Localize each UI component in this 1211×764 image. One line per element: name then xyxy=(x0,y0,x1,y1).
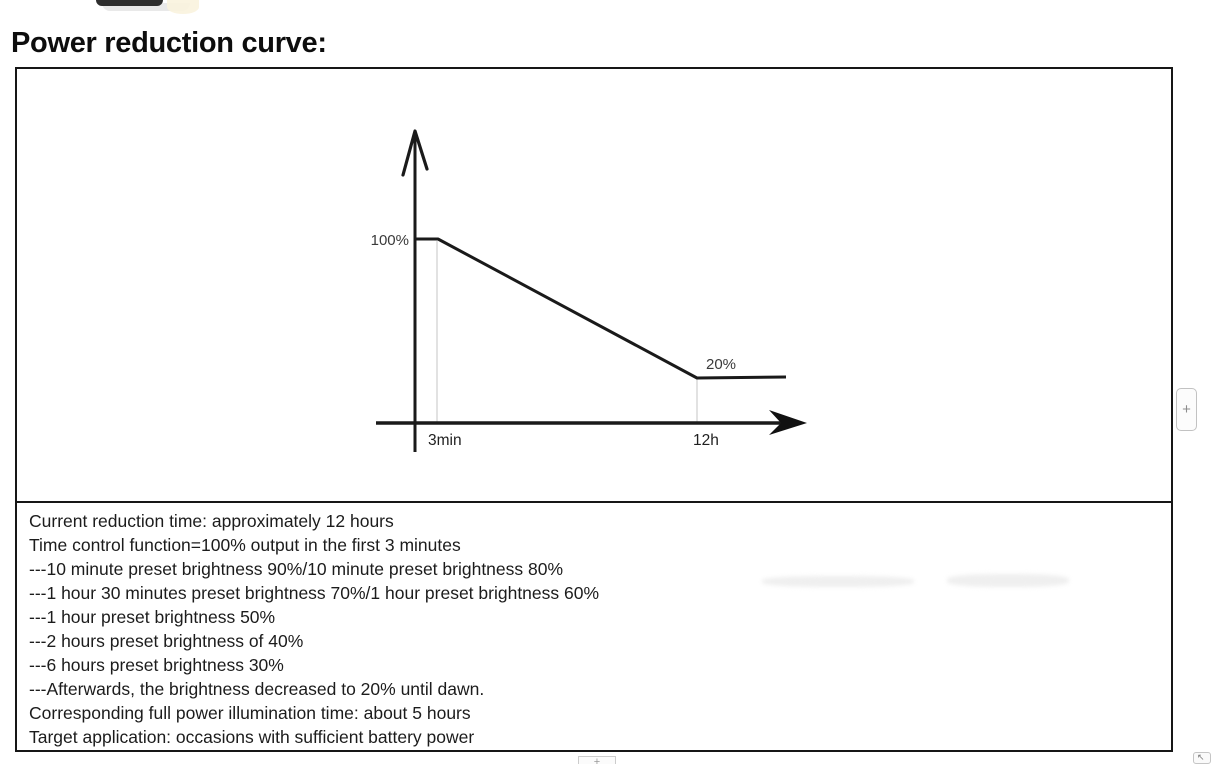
faded-watermark-smudge xyxy=(947,574,1069,587)
x-tick-3min: 3min xyxy=(428,432,462,449)
description-line-6: ---2 hours preset brightness of 40% xyxy=(29,631,304,651)
description-line-2: Time control function=100% output in the first 3 minutes xyxy=(29,535,461,555)
plus-icon: + xyxy=(593,756,601,764)
corner-cursor-button[interactable] xyxy=(1193,752,1211,764)
power-curve-chart xyxy=(17,69,1171,501)
description-line-5: ---1 hour preset brightness 50% xyxy=(29,607,276,627)
page-title: Power reduction curve: xyxy=(11,27,327,59)
plus-icon: + xyxy=(1182,401,1191,418)
description-line-3: ---10 minute preset brightness 90%/10 minute preset brightness 80% xyxy=(29,559,564,579)
bottom-partial-plus-button[interactable] xyxy=(578,756,616,764)
power-curve-chart-panel xyxy=(15,67,1173,503)
faded-watermark-smudge xyxy=(762,576,914,587)
top-edge-smudge-yellow xyxy=(167,0,199,14)
description-panel xyxy=(15,501,1173,752)
description-line-8: ---Afterwards, the brightness decreased to 20% until dawn. xyxy=(29,679,485,699)
y-label-20: 20% xyxy=(706,356,737,373)
cursor-arrow-icon: ↖ xyxy=(1197,753,1205,763)
top-edge-artifact xyxy=(96,0,163,6)
description-line-1: Current reduction time: approximately 12 hours xyxy=(29,511,394,531)
y-label-100: 100% xyxy=(370,232,409,249)
x-tick-12h: 12h xyxy=(693,432,719,449)
description-line-9: Corresponding full power illumination time: about 5 hours xyxy=(29,703,471,723)
description-line-4: ---1 hour 30 minutes preset brightness 70%/1 hour preset brightness 60% xyxy=(29,583,600,603)
description-line-7: ---6 hours preset brightness 30% xyxy=(29,655,284,675)
zoom-in-button[interactable] xyxy=(1176,388,1197,431)
description-line-10: Target application: occasions with sufficient battery power xyxy=(29,727,475,747)
